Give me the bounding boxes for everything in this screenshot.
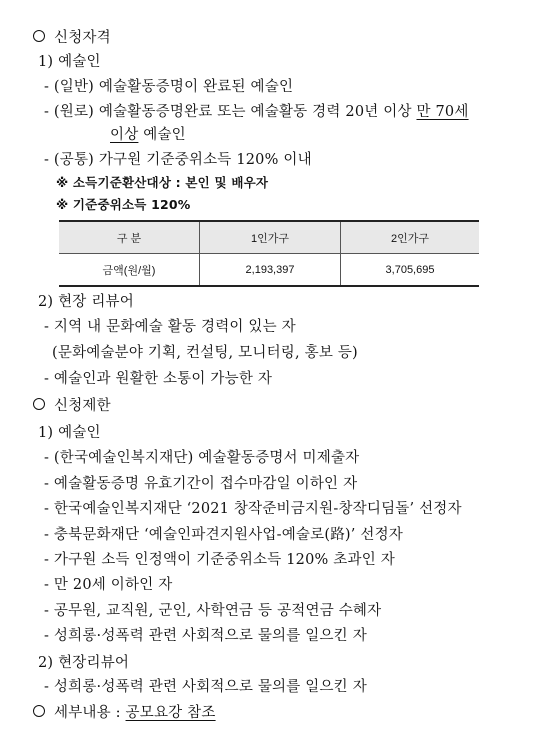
list-item-continuation: (문화예술분야 기획, 컨설팅, 모니터링, 홍보 등) (52, 345, 358, 361)
section-heading-restrictions: 신청제한 (33, 396, 111, 416)
list-item: - 성희롱·성폭력 관련 사회적으로 물의를 일으킨 자 (44, 679, 367, 695)
list-item: - 지역 내 문화예술 활동 경력이 있는 자 (44, 319, 296, 335)
list-item: - 성희롱·성폭력 관련 사회적으로 물의를 일으킨 자 (44, 628, 367, 644)
subheading-reviewer: 2) 현장 리뷰어 (38, 294, 134, 310)
note-median-income: ※ 기준중위소득 120% (56, 197, 191, 212)
list-item: - 공무원, 교직원, 군인, 사학연금 등 공적연금 수혜자 (44, 603, 382, 619)
subheading-artist: 1) 예술인 (38, 54, 101, 70)
list-item-continuation: 이상 예술인 (110, 127, 186, 143)
list-item: - (한국예술인복지재단) 예술활동증명서 미제출자 (44, 450, 360, 466)
table-cell: 금액(원/월) (59, 254, 200, 287)
subheading-artist: 1) 예술인 (38, 425, 101, 441)
table-row (59, 254, 479, 287)
list-item: - 한국예술인복지재단 ‘2021 창작준비금지원-창작디딤돌’ 선정자 (44, 501, 462, 517)
list-item: - 예술활동증명 유효기간이 접수마감일 이하인 자 (44, 476, 358, 492)
note-income-target: ※ 소득기준환산대상 : 본인 및 배우자 (56, 175, 269, 190)
list-item: - 가구원 소득 인정액이 기준중위소득 120% 초과인 자 (44, 552, 395, 568)
table-cell: 2,193,397 (200, 254, 341, 287)
table-header-row (59, 221, 479, 254)
circle-bullet-icon (33, 398, 45, 410)
table-header-cell: 구 분 (59, 221, 200, 254)
list-item: - (원로) 예술활동증명완료 또는 예술활동 경력 20년 이상 만 70세 (44, 104, 469, 120)
circle-bullet-icon (33, 30, 45, 42)
list-item: - (일반) 예술활동증명이 완료된 예술인 (44, 79, 294, 95)
list-item: - (공통) 가구원 기준중위소득 120% 이내 (44, 152, 312, 168)
table-header-cell: 1인가구 (200, 221, 341, 254)
table-header-cell: 2인가구 (341, 221, 480, 254)
section-heading-eligibility: 신청자격 (33, 28, 111, 48)
income-table (59, 220, 479, 287)
section-heading-details: 세부내용 : 공모요강 참조 (33, 703, 216, 723)
list-item: - 만 20세 이하인 자 (44, 577, 173, 593)
list-item: - 예술인과 원활한 소통이 가능한 자 (44, 371, 273, 387)
subheading-reviewer: 2) 현장리뷰어 (38, 655, 130, 671)
guideline-reference: 공모요강 참조 (125, 705, 216, 721)
table-cell: 3,705,695 (341, 254, 480, 287)
list-item: - 충북문화재단 ‘예술인파견지원사업-예술로(路)’ 선정자 (44, 527, 404, 543)
circle-bullet-icon (33, 705, 45, 717)
